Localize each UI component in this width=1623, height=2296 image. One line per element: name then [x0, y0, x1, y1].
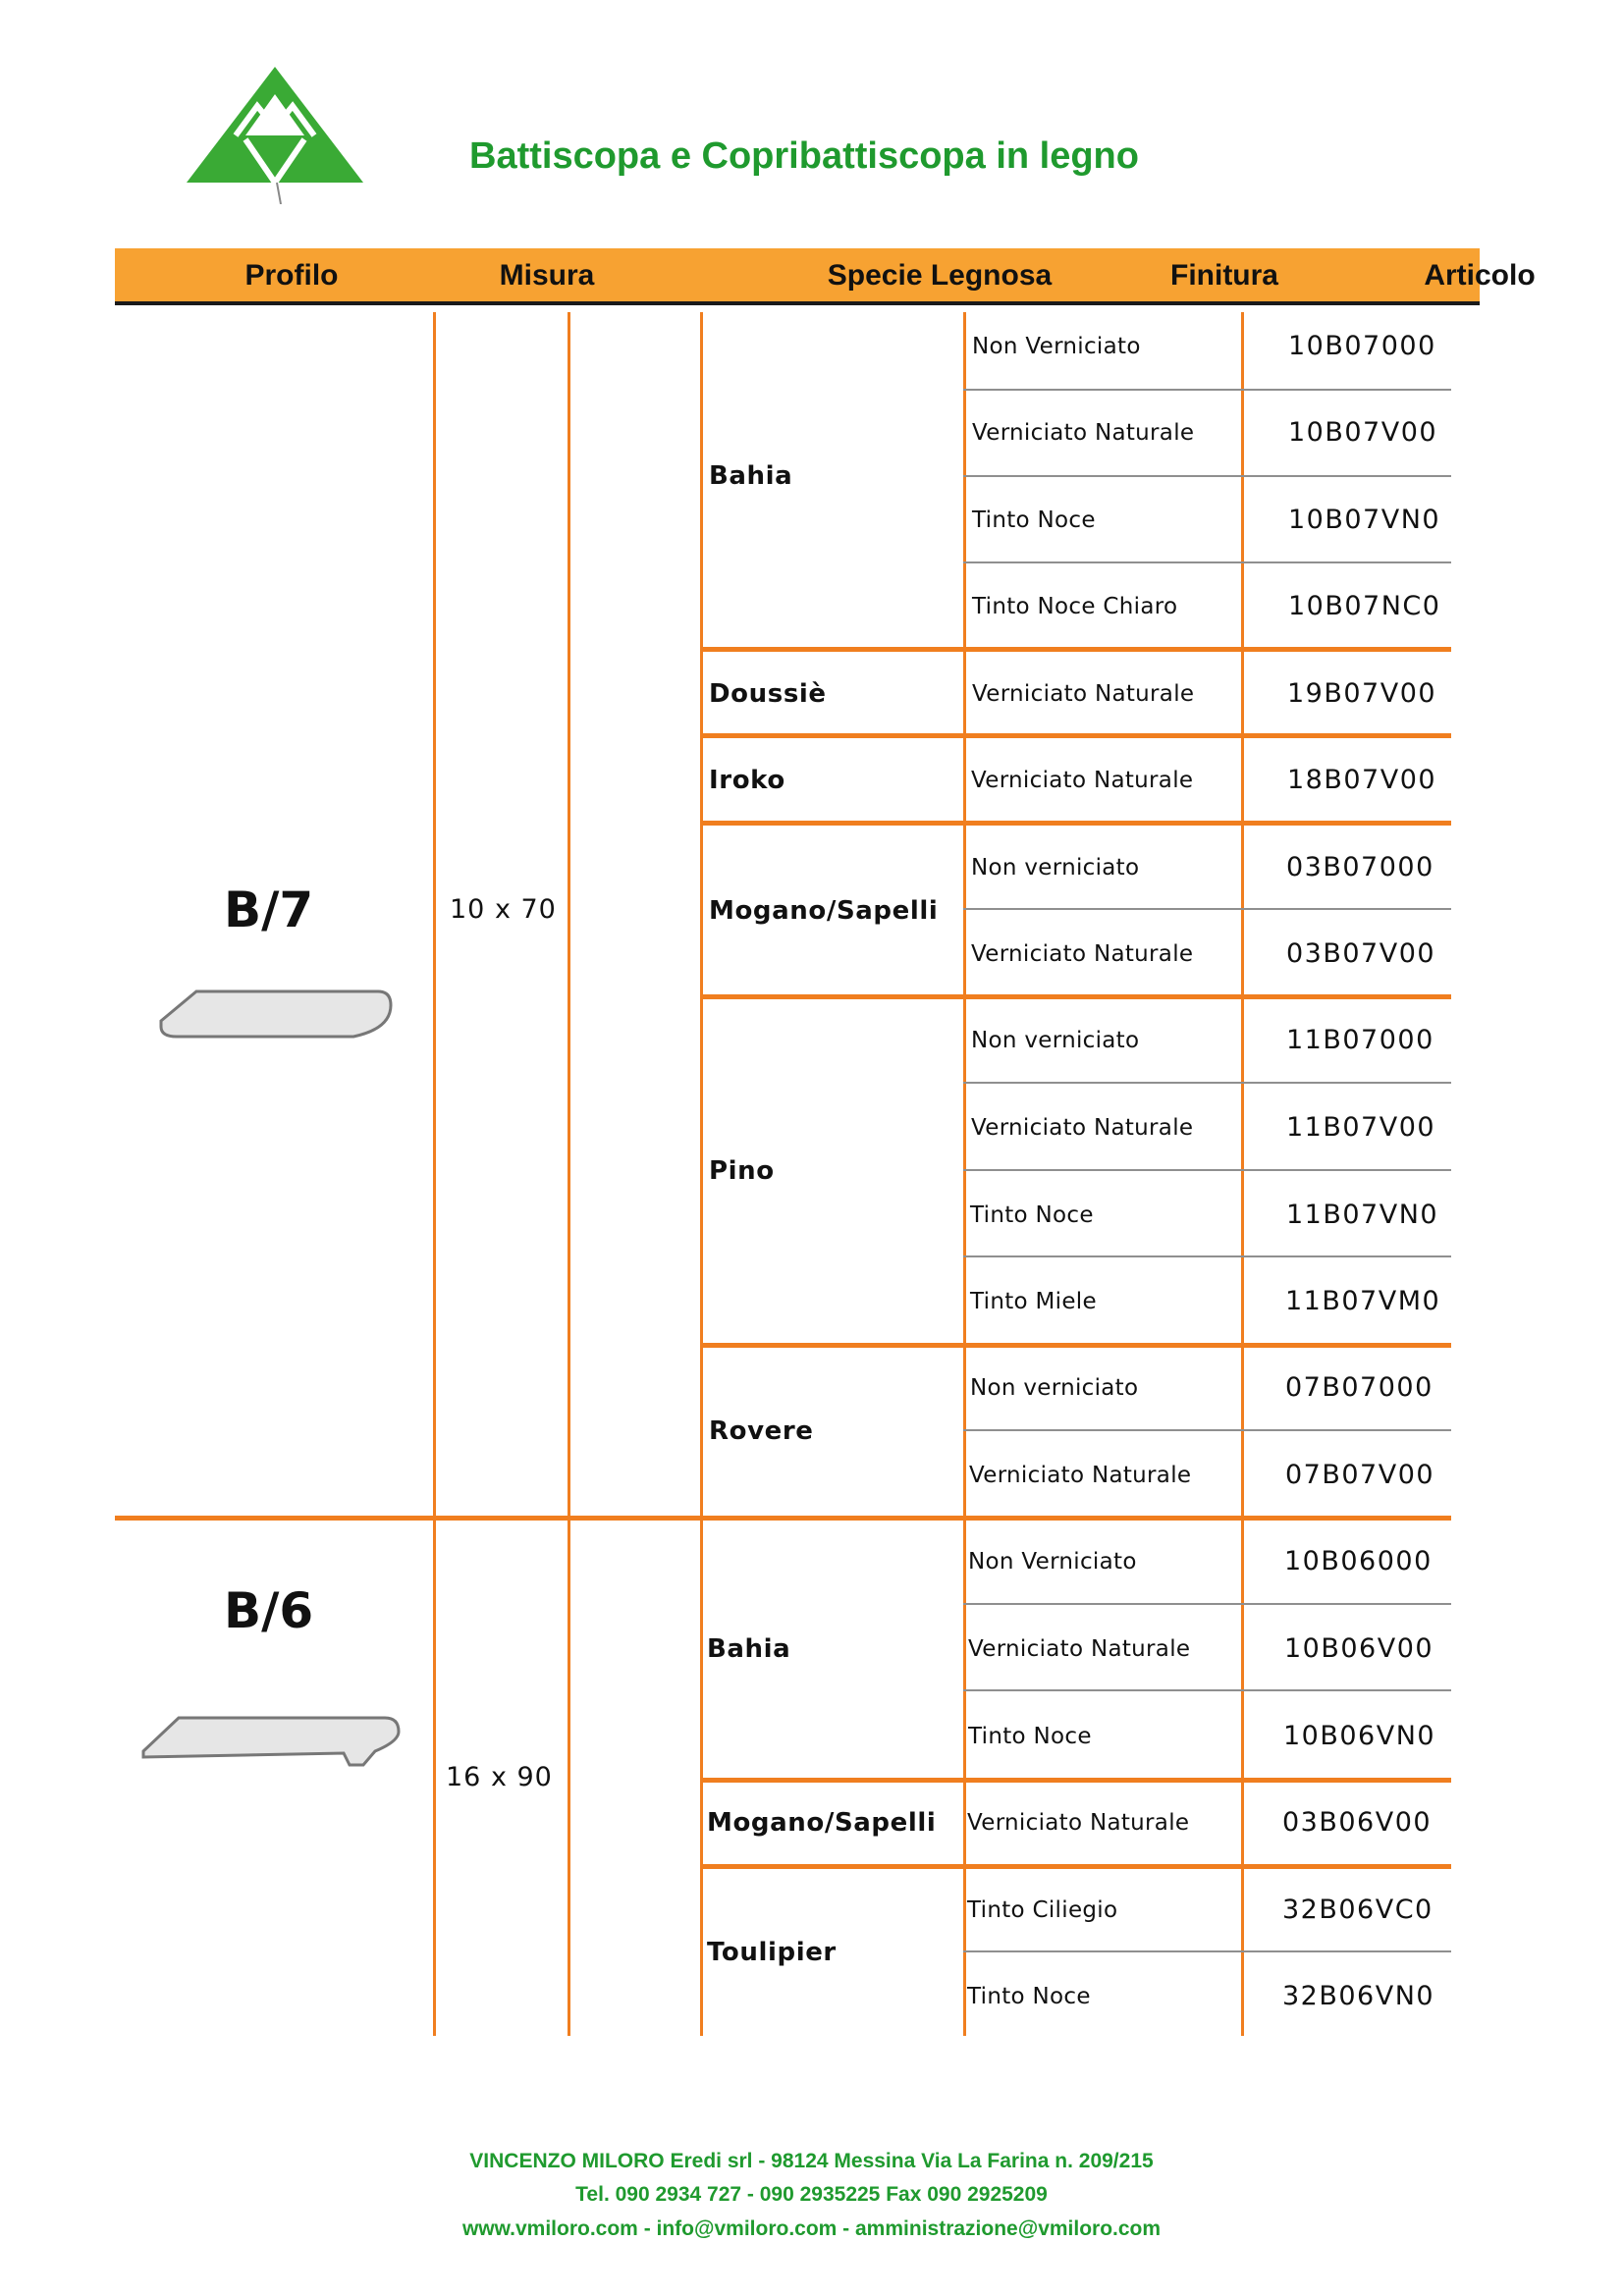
articolo-cell: 19B07V00: [1287, 678, 1437, 709]
section-divider: [115, 1516, 1451, 1521]
row-divider: [963, 1689, 1451, 1691]
finitura-cell: Tinto Noce: [967, 1984, 1091, 2009]
articolo-cell: 03B07V00: [1286, 938, 1436, 969]
specie-bahia-b6: Bahia: [707, 1634, 791, 1664]
table-header: [115, 248, 1536, 305]
articolo-cell: 03B06V00: [1282, 1807, 1433, 1838]
row-divider: [963, 1603, 1451, 1605]
document-title: Battiscopa e Copribattiscopa in legno: [469, 135, 1139, 177]
finitura-cell: Tinto Ciliegio: [967, 1897, 1118, 1923]
group-divider: [700, 733, 1451, 738]
specie-iroko: Iroko: [709, 766, 785, 795]
specie-bahia-b7: Bahia: [709, 461, 793, 491]
company-logo: [187, 67, 363, 204]
specie-pino: Pino: [709, 1156, 775, 1186]
header-misura: Misura: [499, 259, 595, 292]
articolo-cell: 10B06VN0: [1283, 1721, 1436, 1751]
specie-toulipier: Toulipier: [707, 1938, 837, 1967]
specie-doussie: Doussiè: [709, 679, 827, 709]
group-divider: [700, 1343, 1451, 1348]
footer-company: VINCENZO MILORO Eredi srl - 98124 Messina Via La Farina n. 209/215: [469, 2150, 1154, 2172]
finitura-cell: Tinto Noce: [970, 1202, 1094, 1228]
row-divider: [963, 908, 1451, 910]
specie-rovere: Rovere: [709, 1416, 814, 1446]
articolo-cell: 32B06VN0: [1282, 1981, 1435, 2011]
specie-mogano-b6: Mogano/Sapelli: [707, 1808, 937, 1838]
divider-misura-left: [433, 312, 436, 2036]
articolo-cell: 11B07V00: [1286, 1112, 1436, 1143]
header-specie: Specie Legnosa: [827, 259, 1053, 292]
footer-web-email: www.vmiloro.com - info@vmiloro.com - amministrazione@vmiloro.com: [461, 2217, 1162, 2240]
group-divider: [700, 1864, 1451, 1869]
articolo-cell: 10B07V00: [1288, 417, 1438, 448]
row-divider: [963, 1169, 1451, 1171]
group-divider: [700, 1778, 1451, 1783]
group-divider: [700, 821, 1451, 826]
articolo-cell: 07B07V00: [1285, 1460, 1435, 1490]
group-divider: [700, 994, 1451, 999]
articolo-cell: 10B06000: [1284, 1546, 1433, 1576]
profile-code-b6: B/6: [224, 1582, 314, 1639]
row-divider: [963, 1255, 1451, 1257]
articolo-cell: 07B07000: [1285, 1372, 1434, 1403]
finitura-cell: Verniciato Naturale: [971, 768, 1194, 793]
finitura-cell: Non verniciato: [970, 1375, 1139, 1401]
profile-code-b7: B/7: [224, 881, 314, 938]
articolo-cell: 10B07VN0: [1288, 505, 1441, 535]
header-finitura: Finitura: [1170, 259, 1278, 292]
profile-b7-drawing: [157, 984, 393, 1042]
row-divider: [963, 389, 1451, 391]
footer-phone: Tel. 090 2934 727 - 090 2935225 Fax 090 2925209: [575, 2183, 1048, 2206]
finitura-cell: Non Verniciato: [972, 334, 1141, 359]
articolo-cell: 03B07000: [1286, 852, 1434, 882]
specie-mogano-b7: Mogano/Sapelli: [709, 896, 939, 926]
finitura-cell: Non verniciato: [971, 855, 1140, 881]
finitura-cell: Verniciato Naturale: [971, 941, 1194, 967]
row-divider: [963, 1429, 1451, 1431]
row-divider: [963, 1082, 1451, 1084]
misura-b7: 10 x 70: [450, 894, 557, 925]
finitura-cell: Verniciato Naturale: [971, 1115, 1194, 1141]
divider-misura-right: [568, 312, 570, 2036]
finitura-cell: Tinto Noce: [968, 1724, 1092, 1749]
finitura-cell: Verniciato Naturale: [969, 1463, 1192, 1488]
finitura-cell: Verniciato Naturale: [968, 1636, 1191, 1662]
finitura-cell: Verniciato Naturale: [972, 420, 1195, 446]
articolo-cell: 32B06VC0: [1282, 1895, 1434, 1925]
articolo-cell: 10B07000: [1288, 331, 1436, 361]
articolo-cell: 11B07000: [1286, 1025, 1434, 1055]
articolo-cell: 11B07VM0: [1285, 1286, 1441, 1316]
header-articolo: Articolo: [1424, 259, 1536, 292]
articolo-cell: 10B06V00: [1284, 1633, 1434, 1664]
finitura-cell: Verniciato Naturale: [967, 1810, 1190, 1836]
finitura-cell: Non Verniciato: [968, 1549, 1137, 1575]
header-profilo: Profilo: [244, 259, 339, 292]
finitura-cell: Tinto Miele: [970, 1289, 1097, 1314]
finitura-cell: Tinto Noce: [972, 507, 1096, 533]
row-divider: [963, 561, 1451, 563]
finitura-cell: Non verniciato: [971, 1028, 1140, 1053]
row-divider: [963, 1950, 1451, 1952]
articolo-cell: 11B07VN0: [1286, 1200, 1439, 1230]
group-divider: [700, 647, 1451, 652]
articolo-cell: 18B07V00: [1287, 765, 1437, 795]
articolo-cell: 10B07NC0: [1288, 591, 1441, 621]
profile-b6-drawing: [139, 1708, 405, 1771]
misura-b6: 16 x 90: [446, 1762, 553, 1792]
finitura-cell: Verniciato Naturale: [972, 681, 1195, 707]
row-divider: [963, 475, 1451, 477]
finitura-cell: Tinto Noce Chiaro: [972, 594, 1178, 619]
